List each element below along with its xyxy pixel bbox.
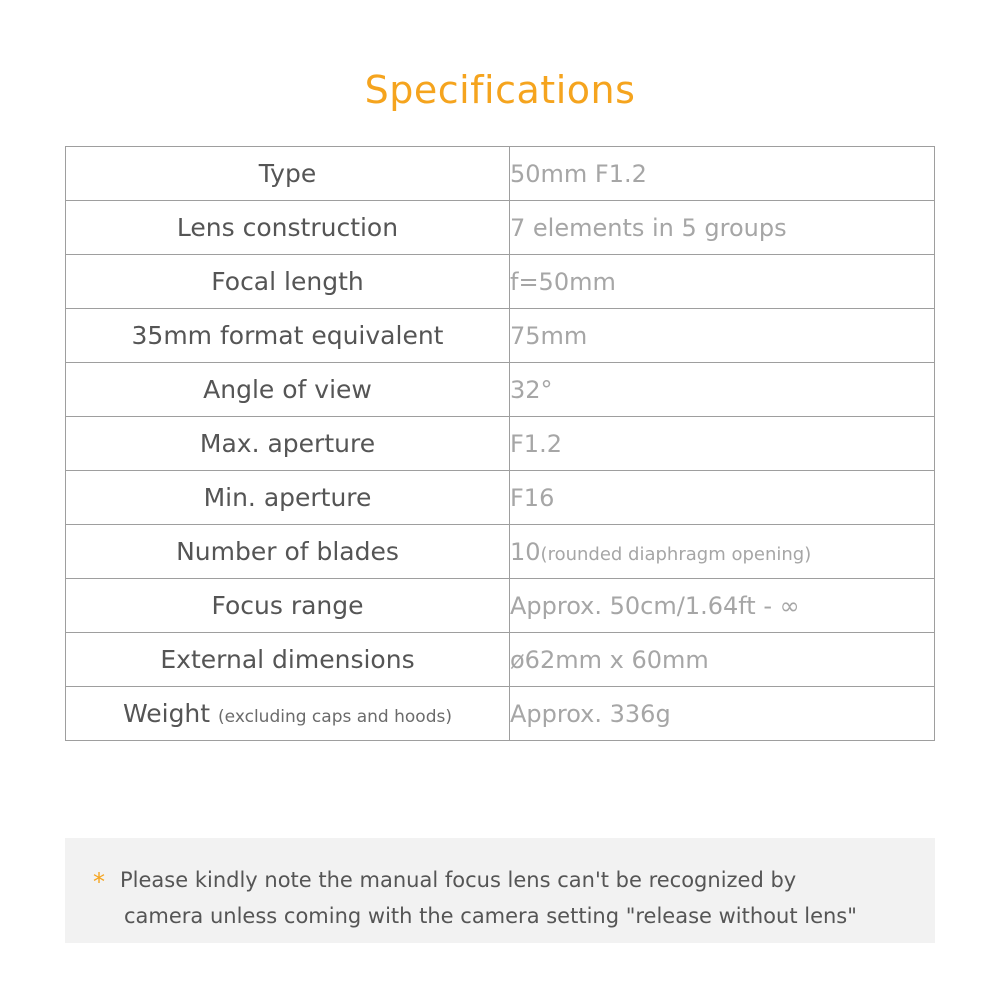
table-row bbox=[66, 633, 935, 687]
spec-value-cell bbox=[510, 363, 935, 417]
spec-value-cell bbox=[510, 417, 935, 471]
footnote-text bbox=[95, 862, 905, 934]
spec-value: Approx. 50cm/1.64ft - ∞ bbox=[510, 591, 800, 620]
spec-value-cell bbox=[510, 309, 935, 363]
specifications-table bbox=[65, 146, 935, 741]
spec-value: ø62mm x 60mm bbox=[510, 645, 709, 674]
asterisk-icon: * bbox=[93, 868, 105, 896]
spec-label: Min. aperture bbox=[203, 483, 372, 512]
footnote-line-1: Please kindly note the manual focus lens can't be recognized by bbox=[120, 868, 797, 892]
spec-label-cell bbox=[66, 363, 510, 417]
spec-value-cell bbox=[510, 201, 935, 255]
spec-value-note: (rounded diaphragm opening) bbox=[540, 543, 812, 565]
spec-value: F1.2 bbox=[510, 429, 562, 458]
footnote-content bbox=[65, 838, 935, 934]
table-row bbox=[66, 201, 935, 255]
spec-label: Type bbox=[258, 159, 317, 188]
spec-label-cell bbox=[66, 201, 510, 255]
page-title: Specifications bbox=[364, 68, 636, 112]
spec-label: Focal length bbox=[211, 267, 364, 296]
footnote-box bbox=[65, 838, 935, 943]
spec-value-cell bbox=[510, 579, 935, 633]
spec-label-cell bbox=[66, 525, 510, 579]
table-row bbox=[66, 147, 935, 201]
spec-label-cell bbox=[66, 147, 510, 201]
spec-value-cell bbox=[510, 633, 935, 687]
spec-label: Weight bbox=[122, 699, 211, 728]
spec-label: Focus range bbox=[211, 591, 364, 620]
spec-value-cell bbox=[510, 525, 935, 579]
spec-label: Max. aperture bbox=[199, 429, 376, 458]
spec-value: 75mm bbox=[510, 321, 588, 350]
table-row bbox=[66, 255, 935, 309]
spec-label-cell bbox=[66, 633, 510, 687]
specifications-table-body bbox=[66, 147, 935, 741]
spec-label-cell bbox=[66, 309, 510, 363]
spec-value: 32° bbox=[510, 375, 553, 404]
spec-value: Approx. 336g bbox=[510, 699, 671, 728]
spec-label: Lens construction bbox=[176, 213, 399, 242]
spec-label: Number of blades bbox=[176, 537, 399, 566]
table-row bbox=[66, 579, 935, 633]
spec-value: F16 bbox=[510, 483, 555, 512]
spec-label-cell bbox=[66, 417, 510, 471]
spec-label-cell bbox=[66, 471, 510, 525]
spec-label: External dimensions bbox=[160, 645, 415, 674]
table-row bbox=[66, 417, 935, 471]
spec-label-cell bbox=[66, 687, 510, 741]
spec-value-cell bbox=[510, 687, 935, 741]
table-row bbox=[66, 687, 935, 741]
spec-value: f=50mm bbox=[510, 267, 616, 296]
table-row bbox=[66, 309, 935, 363]
spec-value: 10 bbox=[510, 537, 541, 566]
footnote-line-2: camera unless coming with the camera setting "release without lens" bbox=[124, 904, 857, 928]
spec-value: 7 elements in 5 groups bbox=[510, 213, 787, 242]
spec-value-cell bbox=[510, 147, 935, 201]
spec-label-cell bbox=[66, 579, 510, 633]
table-row bbox=[66, 471, 935, 525]
spec-value-cell bbox=[510, 255, 935, 309]
table-row bbox=[66, 363, 935, 417]
spec-label-note: (excluding caps and hoods) bbox=[218, 707, 452, 727]
spec-label: 35mm format equivalent bbox=[131, 321, 444, 350]
spec-value-cell bbox=[510, 471, 935, 525]
spec-label: Angle of view bbox=[203, 375, 372, 404]
spec-label-cell bbox=[66, 255, 510, 309]
spec-value: 50mm F1.2 bbox=[510, 159, 647, 188]
table-row bbox=[66, 525, 935, 579]
